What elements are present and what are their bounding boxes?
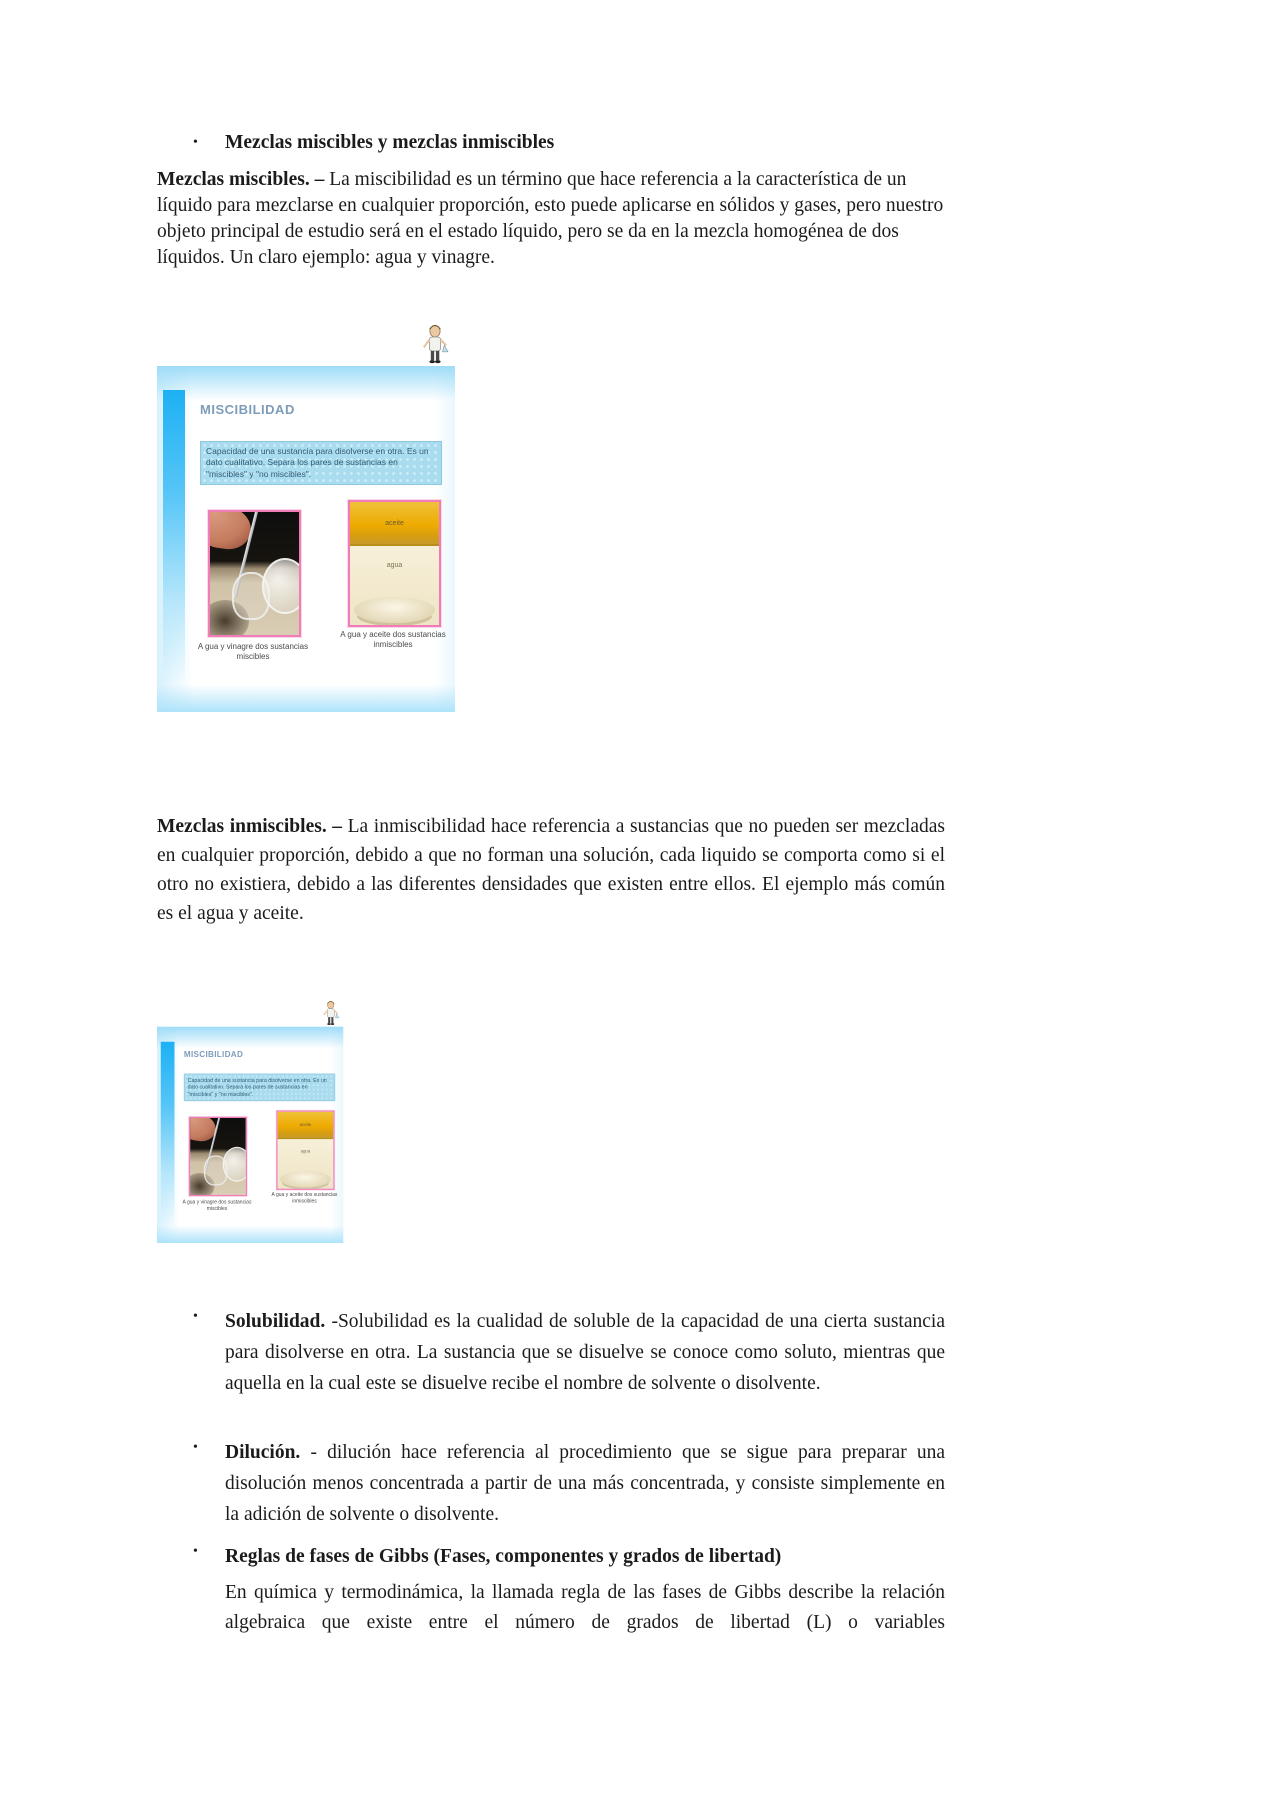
bullet-dilucion [157, 1437, 945, 1530]
slide-top-margin [157, 998, 343, 1027]
caption-inmiscible: A gua y aceite dos sustancias inmiscibles [340, 630, 446, 650]
oil-layer [278, 1112, 334, 1140]
slide-title: MISCIBILIDAD [183, 1049, 244, 1059]
bullet-solubilidad-lead: Solubilidad. [225, 1311, 332, 1332]
bullet-gibbs-lead: Reglas de fases de Gibbs (Fases, componentes y grados de libertad) [225, 1546, 782, 1567]
caption-miscible: A gua y vinagre dos sustancias miscibles [182, 1199, 252, 1212]
beaker-shape [223, 1147, 247, 1182]
photo-water-vinegar [208, 510, 301, 637]
bullet-marker: • [193, 1440, 198, 1455]
paragraph-inmiscibles-body: La inmiscibilidad hace referencia a sustancias que no pueden ser mezcladas en cualquier proporción, debido a que no forman una solución, cada liquido se comporta como si el otro no existiera, debido a las diferentes densidades que existen entre ellos. El ejemplo más común es el agua y aceite. [157, 816, 946, 924]
bullet-marker: • [193, 135, 198, 150]
scientist-cartoon-icon [322, 1000, 340, 1026]
slide-stage [157, 1027, 343, 1243]
bullet-dilucion-lead: Dilución. [225, 1442, 311, 1463]
slide-definition-box: Capacidad de una sustancia para disolverse en otra. Es un dato cualitativo. Separa los pares de sustancias en "miscibles" y "no miscibles". [184, 1074, 335, 1102]
slide-title: MISCIBILIDAD [200, 402, 295, 417]
paragraph-inmiscibles-lead: Mezclas inmiscibles. – [157, 816, 348, 837]
paragraph-miscibles-lead: Mezclas miscibles. – [157, 169, 330, 190]
embedded-slide-miscibilidad-large [157, 998, 343, 1243]
caption-inmiscible: A gua y aceite dos sustancias inmiscibles [271, 1191, 338, 1204]
scientist-cartoon-icon [421, 323, 449, 364]
section-heading: Mezclas miscibles y mezclas inmiscibles [225, 132, 555, 153]
oil-label: aceite [385, 519, 404, 527]
bullet-gibbs [157, 1541, 945, 1572]
beaker-shape [262, 558, 301, 614]
photo-water-vinegar [189, 1117, 247, 1196]
embedded-slide-miscibilidad-small [157, 998, 344, 1244]
oil-layer [350, 502, 439, 546]
bullet-dilucion-body: - dilución hace referencia al procedimiento que se sigue para preparar una disolución menos concentrada a partir de una más concentrada, y consiste simplemente en la adición de solvente o disolvente. [225, 1442, 945, 1525]
bullet-solubilidad [157, 1306, 945, 1399]
bullet-marker: • [193, 1309, 198, 1324]
slide-accent-bar [163, 390, 185, 682]
embedded-slide-miscibilidad-large [157, 320, 455, 712]
photo-oil-water [348, 500, 441, 627]
slide-definition-box: Capacidad de una sustancia para disolverse en otra. Es un dato cualitativo. Separa los pares de sustancias en "miscibles" y "no miscibles". [200, 441, 442, 485]
photo-oil-water [276, 1111, 334, 1190]
bullet-solubilidad-body: -Solubilidad es la cualidad de soluble de la capacidad de una cierta sustancia para disolverse en otra. La sustancia que se disuelve se conoce como soluto, mientras que aquella en la cual este se disuelve recibe el nombre de solvente o disolvente. [225, 1311, 945, 1394]
caption-miscible: A gua y vinagre dos sustancias miscibles [197, 642, 309, 662]
oil-label: aceite [299, 1122, 312, 1128]
paragraph-gibbs-intro: En química y termodinámica, la llamada regla de las fases de Gibbs describe la relación algebraica que existe entre el número de grados de libertad (L) o variables [225, 1582, 945, 1633]
glass-base-shape [280, 1171, 331, 1187]
bullet-marker: • [193, 1544, 198, 1559]
slide-accent-bar [161, 1042, 175, 1225]
water-label: agua [300, 1149, 311, 1154]
paragraph-miscibles [157, 167, 945, 271]
paragraph-inmiscibles [157, 812, 945, 928]
paragraph-miscibles-body: La miscibilidad es un término que hace referencia a la característica de un líquido para mezclarse en cualquier proporción, esto puede aplicarse en sólidos y gases, pero nuestro objeto principal de estudio será en el estado líquido, pero se da en la mezcla homogénea de dos líquidos. Un claro ejemplo: agua y vinagre. [157, 169, 944, 268]
water-label: agua [386, 562, 403, 569]
heading-row [157, 132, 945, 154]
slide-top-margin [157, 320, 455, 366]
slide-stage [157, 366, 455, 712]
glass-base-shape [354, 597, 435, 623]
